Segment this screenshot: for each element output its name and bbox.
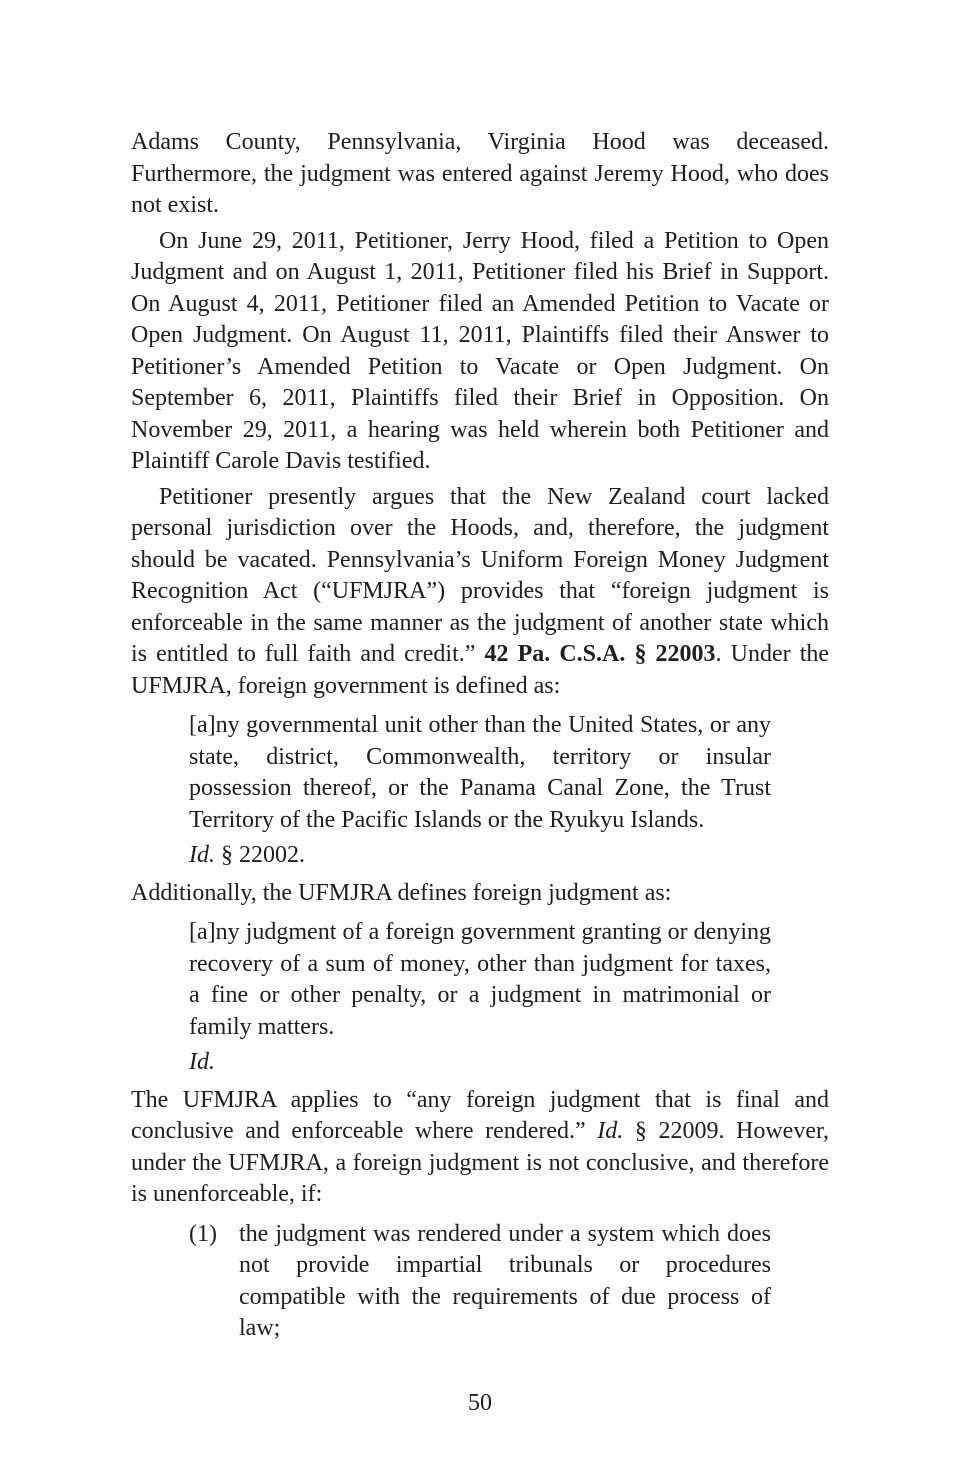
paragraph-procedural-history: On June 29, 2011, Petitioner, Jerry Hood, filed a Petition to Open Judgment and on August 1, 2011, Petitioner filed his Brief in Support. On August 4, 2011, Petitioner filed an Amended Petition to Vacate or Open Judgment. On August 11, 2011, Plaintiffs filed their Answer to Petitioner’s Amended Petition to Vacate or Open Judgment. On September 6, 2011, Plaintiffs filed their Brief in Opposition. On November 29, 2011, a hearing was held wherein both Petitioner and Plaintiff Carole Davis testified. — [131, 227, 829, 474]
argument-text: Petitioner presently argues that the New Zealand court lacked personal jurisdiction over the Hoods, and, therefore, the judgment should be vacated. Pennsylvania’s Uniform Foreign Money Judgment Recognition Act (“UFMJRA”) provides that “foreign judgment is enforceable in the same manner as the judgment of another state which is entitled to full faith and credit.” — [131, 483, 829, 667]
section-citation: § 22002. — [221, 842, 305, 868]
list-item-text: the judgment was rendered under a system which does not provide impartial tribunals or procedures compatible with the requirements of due process of law; — [239, 1220, 771, 1341]
paragraph-argument — [131, 482, 829, 703]
citation-period: . — [715, 641, 722, 667]
applicability-continued: § 22009. However, under the UFMJRA, a foreign judgment is not conclusive, and therefore is unenforceable, if: — [131, 1118, 830, 1207]
list-item — [189, 1219, 771, 1345]
block-quote-citation — [189, 840, 771, 872]
paragraph-additionally: Additionally, the UFMJRA defines foreign judgment as: — [131, 879, 672, 906]
id-citation: Id. — [597, 1118, 624, 1144]
applicability-text: The UFMJRA applies to “any foreign judgment that is final and conclusive and enforceable where rendered.” — [131, 1086, 829, 1144]
block-quote-citation — [189, 1047, 771, 1079]
block-quote-foreign-government — [189, 710, 771, 836]
list-item-number: (1) — [189, 1220, 217, 1247]
block-quote-foreign-judgment — [189, 917, 771, 1043]
page-number: 50 — [468, 1390, 492, 1416]
paragraph-applicability — [131, 1085, 829, 1211]
block-quote-text: [a]ny judgment of a foreign government granting or denying recovery of a sum of money, other than judgment for taxes, a fine or other penalty, or a judgment in matrimonial or family matters. — [189, 919, 771, 1040]
statute-citation: 42 Pa. C.S.A. § 22003 — [484, 641, 716, 667]
paragraph-continuation: Adams County, Pennsylvania, Virginia Hood was deceased. Furthermore, the judgment was entered against Jeremy Hood, who does not exist. — [131, 129, 829, 218]
id-citation: Id. — [189, 842, 215, 868]
block-quote-text: [a]ny governmental unit other than the United States, or any state, district, Commonwealth, territory or insular possession thereof, or the Panama Canal Zone, the Trust Territory of the Pacific Islands or the Ryukyu Islands. — [189, 712, 771, 833]
id-citation: Id. — [189, 1049, 215, 1075]
definition-intro: Under the UFMJRA, foreign government is defined as: — [131, 641, 830, 699]
body-text — [131, 127, 829, 1345]
